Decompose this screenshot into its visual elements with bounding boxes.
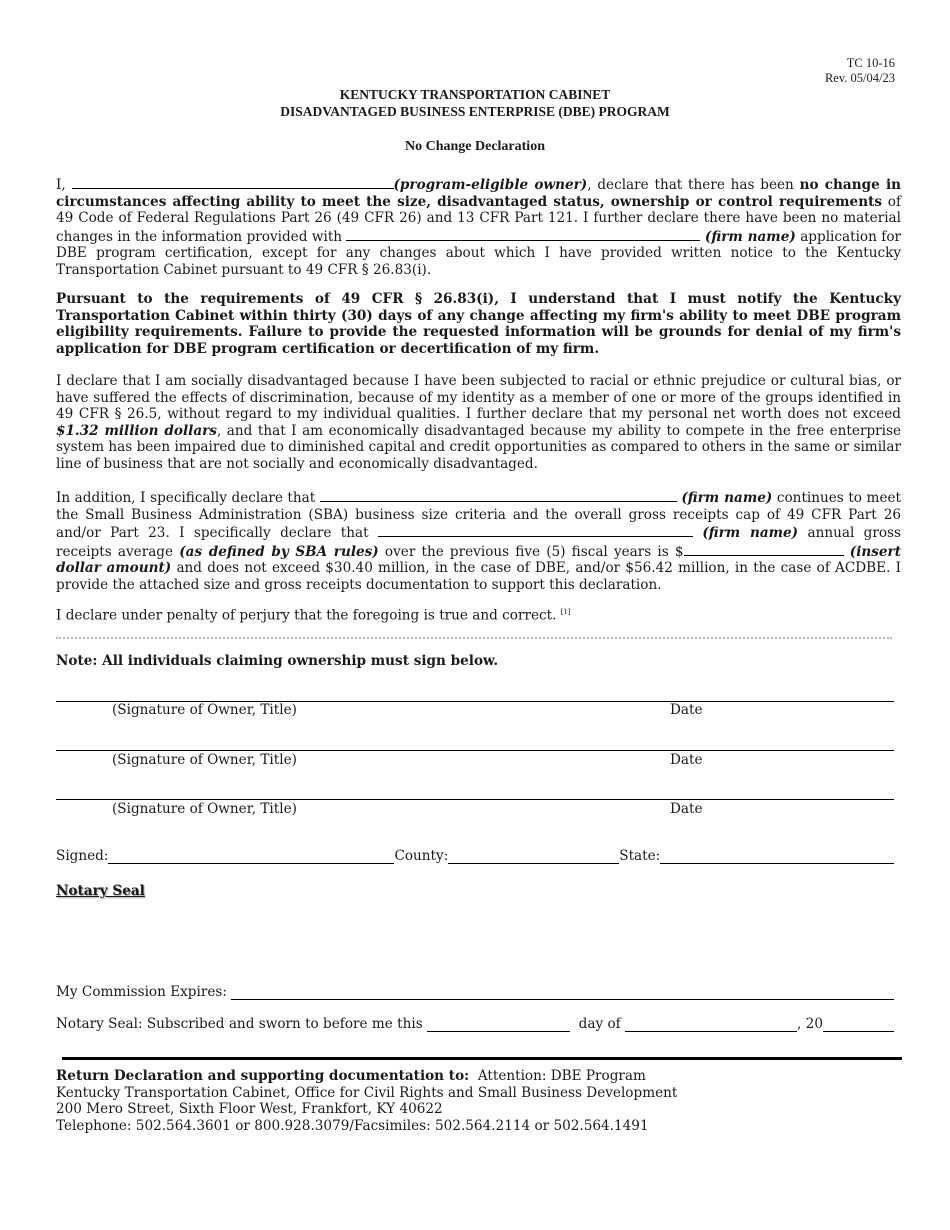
footer-phone: Telephone: 502.564.3601 or 800.928.3079/Facsimiles: 502.564.2114 or 502.564.1491 [56,1117,649,1134]
return-address-block: Return Declaration and supporting documentation to: Attention: DBE Program Kentucky Transportation Cabinet, Office for Civil Rights and Small Business Development 200 Mero Street, Sixth Floor West, Frankfort, KY 40622 Telephone: 502.564.3601 or 800.928.3079/Facsimiles: 502.564.2114 or 502.564.1491 [56,1068,678,1134]
signature-label-2: (Signature of Owner, Title) [112,752,297,768]
date-label-1: Date [670,702,703,718]
paragraph-declaration: I, (program-eligible owner), declare that there has been no change in circumstances affecting ability to meet the size, disadvantaged status, ownership or control requirements of 49 Code of Federal Regulations Part 26 (49 CFR 26) and 13 CFR Part 121. I further declare there have been no material changes in the information provided with (firm name) application for DBE program certification, except for any changes about which I have provided written notice to the Kentucky Transportation Cabinet pursuant to 49 CFR § 26.83(i). [56,177,902,278]
state-field[interactable] [660,849,894,864]
signed-field[interactable] [108,849,394,864]
footer-office: Kentucky Transportation Cabinet, Office for Civil Rights and Small Business Development [56,1084,678,1101]
paragraph-notify-requirement: Pursuant to the requirements of 49 CFR § 26.83(i), I understand that I must notify the Kentucky Transportation Cabinet within thirty (30) days of any change affecting my firm's ability to meet DBE program eligibility requirements. Failure to provide the requested information will be grounds for denial of my firm's application for DBE program certification or decertification of my firm. [56,291,901,357]
footer-address: 200 Mero Street, Sixth Floor West, Frankfort, KY 40622 [56,1101,443,1117]
form-revision: Rev. 05/04/23 [824,71,895,85]
signed-county-state-row: Signed: County: State: [56,848,894,864]
sworn-month-field[interactable] [625,1017,797,1032]
paragraph-disadvantaged: I declare that I am socially disadvantaged because I have been subjected to racial or ethnic prejudice or cultural bias, or have suffered the effects of discrimination, because of my identity as a member of one or more of the groups identified in 49 CFR § 26.5, without regard to my individual qualities. I further declare that my personal net worth does not exceed $1.32 million dollars, and that I am economically disadvantaged because my ability to compete in the free enterprise system has been impaired due to diminished capital and credit opportunities as compared to others in the same or similar line of business that are not socially and economically disadvantaged. [56,373,902,472]
sworn-year-field[interactable] [823,1017,894,1032]
signature-note: Note: All individuals claiming ownership must sign below. [56,653,499,669]
firm-name-field-3[interactable] [378,523,693,537]
county-field[interactable] [448,849,619,864]
dollar-amount-field[interactable] [684,542,844,556]
page-title: No Change Declaration [405,139,545,154]
footnote-marker: [1] [560,608,571,616]
signature-label-3: (Signature of Owner, Title) [112,801,297,817]
sworn-row: Notary Seal: Subscribed and sworn to before me this day of , 20 [56,1016,894,1032]
form-number-block [825,56,895,86]
header-program: DISADVANTAGED BUSINESS ENTERPRISE (DBE) PROGRAM [280,104,670,119]
footer-divider [62,1057,902,1060]
commission-row: My Commission Expires: [56,984,894,1000]
firm-name-field-1[interactable] [346,227,700,241]
dotted-divider [56,637,892,639]
signature-label-1: (Signature of Owner, Title) [112,702,297,718]
sworn-day-field[interactable] [427,1017,570,1032]
signature-line-3[interactable] [56,799,894,800]
commission-expires-field[interactable] [231,985,894,1000]
notary-seal-heading: Notary Seal [56,883,145,899]
paragraph-size-criteria: In addition, I specifically declare that (firm name) continues to meet the Small Business Administration (SBA) business size criteria and the overall gross receipts cap of 49 CFR Part 26 and/or Part 23. I specifically declare that (firm name) annual gross receipts average (as defined by SBA rules) over the previous five (5) fiscal years is $ (insert dollar amount) and does not exceed $30.40 million, in the case of DBE, and/or $56.42 million, in the case of ACDBE. I provide the attached size and gross receipts documentation to support this declaration. [56,490,901,593]
owner-name-field[interactable] [72,175,394,189]
firm-name-field-2[interactable] [320,488,677,502]
header-agency: KENTUCKY TRANSPORTATION CABINET [339,87,611,102]
signature-line-2[interactable] [56,750,894,751]
form-number: TC 10-16 [846,56,895,70]
date-label-2: Date [670,752,703,768]
date-label-3: Date [670,801,703,817]
paragraph-perjury: I declare under penalty of perjury that the foregoing is true and correct. [1] [56,607,571,624]
